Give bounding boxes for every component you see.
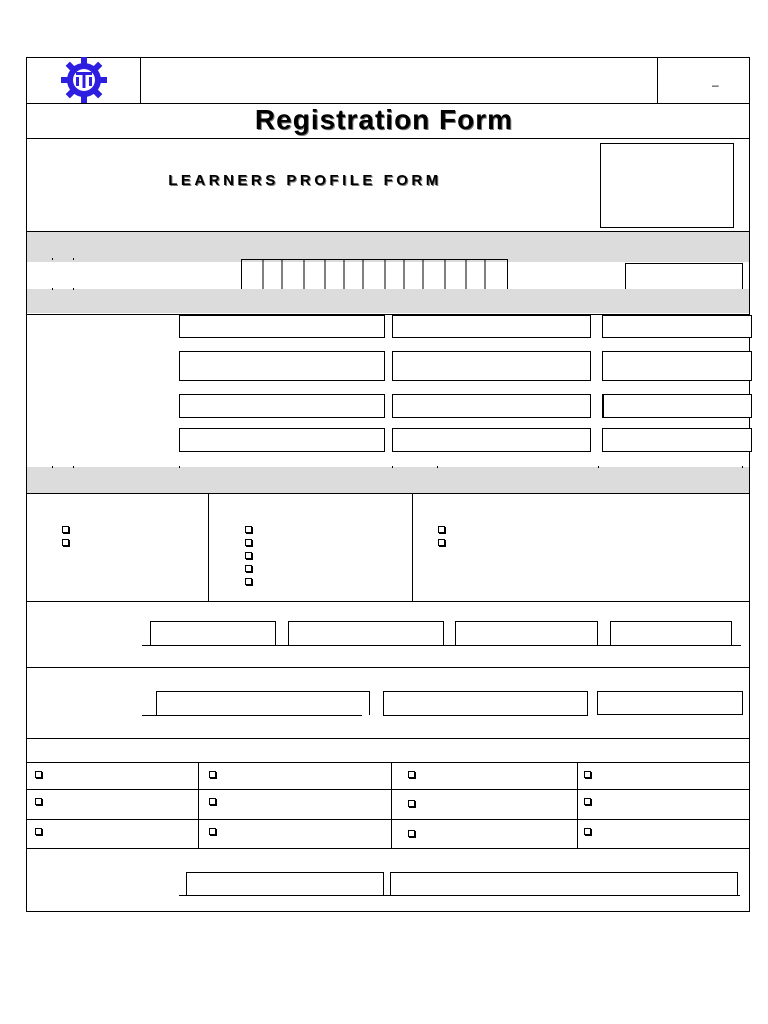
birthplace-underline-1 — [142, 715, 362, 716]
checkbox-civil-status-single[interactable] — [245, 526, 252, 533]
checkbox-sex-male[interactable] — [62, 526, 69, 533]
field-address-barangay[interactable] — [392, 351, 591, 381]
checkbox-education-1[interactable] — [35, 771, 42, 778]
field-birthplace-city[interactable] — [156, 691, 370, 715]
field-last-name[interactable] — [179, 315, 385, 338]
section-band-3 — [27, 467, 749, 493]
tick-mark — [73, 288, 74, 290]
checkbox-education-7[interactable] — [408, 800, 415, 807]
tick-mark — [392, 466, 393, 468]
personal-bottom-line — [26, 601, 750, 602]
field-address-street[interactable] — [179, 351, 385, 381]
tick-mark — [52, 466, 53, 468]
tick-mark — [179, 466, 180, 468]
tick-mark — [598, 466, 599, 468]
checkbox-education-5[interactable] — [35, 798, 42, 805]
field-age[interactable] — [610, 621, 732, 645]
tick-mark — [73, 258, 74, 260]
field-contact-no[interactable] — [392, 428, 591, 452]
field-birth-day[interactable] — [288, 621, 444, 645]
band-1-top-line — [26, 231, 750, 232]
checkbox-education-6[interactable] — [209, 798, 216, 805]
checkbox-education-8[interactable] — [584, 798, 591, 805]
tick-mark — [437, 466, 438, 468]
personal-col-divider-1 — [208, 493, 209, 601]
photo-box — [600, 143, 734, 228]
section-band-1 — [27, 232, 749, 262]
education-row-line-2 — [26, 819, 750, 820]
birthdate-underline — [142, 645, 741, 646]
field-middle-name[interactable] — [602, 315, 752, 338]
checkbox-civil-status-separated[interactable] — [245, 552, 252, 559]
header-dash: – — [712, 78, 719, 92]
checkbox-employment-unemployed[interactable] — [438, 539, 445, 546]
field-nationality[interactable] — [602, 428, 752, 452]
checkbox-education-11[interactable] — [408, 830, 415, 837]
education-bottom-line — [26, 848, 750, 849]
field-address-region[interactable] — [602, 394, 752, 418]
checkbox-civil-status-married[interactable] — [245, 539, 252, 546]
checkbox-sex-female[interactable] — [62, 539, 69, 546]
title-bottom-line — [26, 138, 750, 139]
header-divider-right — [657, 57, 658, 103]
field-address-province[interactable] — [392, 394, 591, 418]
tick-mark — [73, 466, 74, 468]
field-guardian-address[interactable] — [390, 872, 738, 895]
band-3-bottom-line — [26, 493, 750, 494]
birthplace-bottom-line — [26, 738, 750, 739]
header-divider-left — [140, 57, 141, 103]
checkbox-civil-status-common-law[interactable] — [245, 578, 252, 585]
form-title: Registration Form — [254, 104, 514, 135]
field-address-city[interactable] — [179, 394, 385, 418]
education-header-line — [26, 762, 750, 763]
education-col-divider-1 — [198, 762, 199, 848]
field-guardian-name[interactable] — [186, 872, 384, 895]
field-birth-month[interactable] — [150, 621, 276, 645]
checkbox-employment-employed[interactable] — [438, 526, 445, 533]
education-row-line-1 — [26, 789, 750, 790]
section-band-2 — [27, 289, 749, 313]
guardian-underline — [179, 895, 740, 896]
field-birthplace-region[interactable] — [597, 691, 743, 715]
checkbox-civil-status-widowed[interactable] — [245, 565, 252, 572]
checkbox-education-4[interactable] — [584, 771, 591, 778]
field-birth-year[interactable] — [455, 621, 598, 645]
entry-date-box[interactable] — [625, 263, 743, 289]
field-first-name[interactable] — [392, 315, 591, 338]
education-col-divider-2 — [391, 762, 392, 848]
uli-number-boxes[interactable] — [241, 259, 508, 289]
field-email[interactable] — [179, 428, 385, 452]
field-birthplace-province[interactable] — [383, 691, 588, 715]
checkbox-education-10[interactable] — [209, 828, 216, 835]
form-subtitle: LEARNERS PROFILE FORM — [168, 172, 442, 189]
birthdate-bottom-line — [26, 667, 750, 668]
tesda-gear-logo-icon — [56, 56, 112, 104]
checkbox-education-12[interactable] — [584, 828, 591, 835]
tick-mark — [742, 466, 743, 468]
field-address-district[interactable] — [602, 351, 752, 381]
tick-mark — [52, 258, 53, 260]
education-col-divider-3 — [577, 762, 578, 848]
checkbox-education-9[interactable] — [35, 828, 42, 835]
birthplace-underline-2 — [383, 715, 588, 716]
checkbox-education-3[interactable] — [408, 771, 415, 778]
tick-mark — [52, 288, 53, 290]
checkbox-education-2[interactable] — [209, 771, 216, 778]
personal-col-divider-2 — [412, 493, 413, 601]
